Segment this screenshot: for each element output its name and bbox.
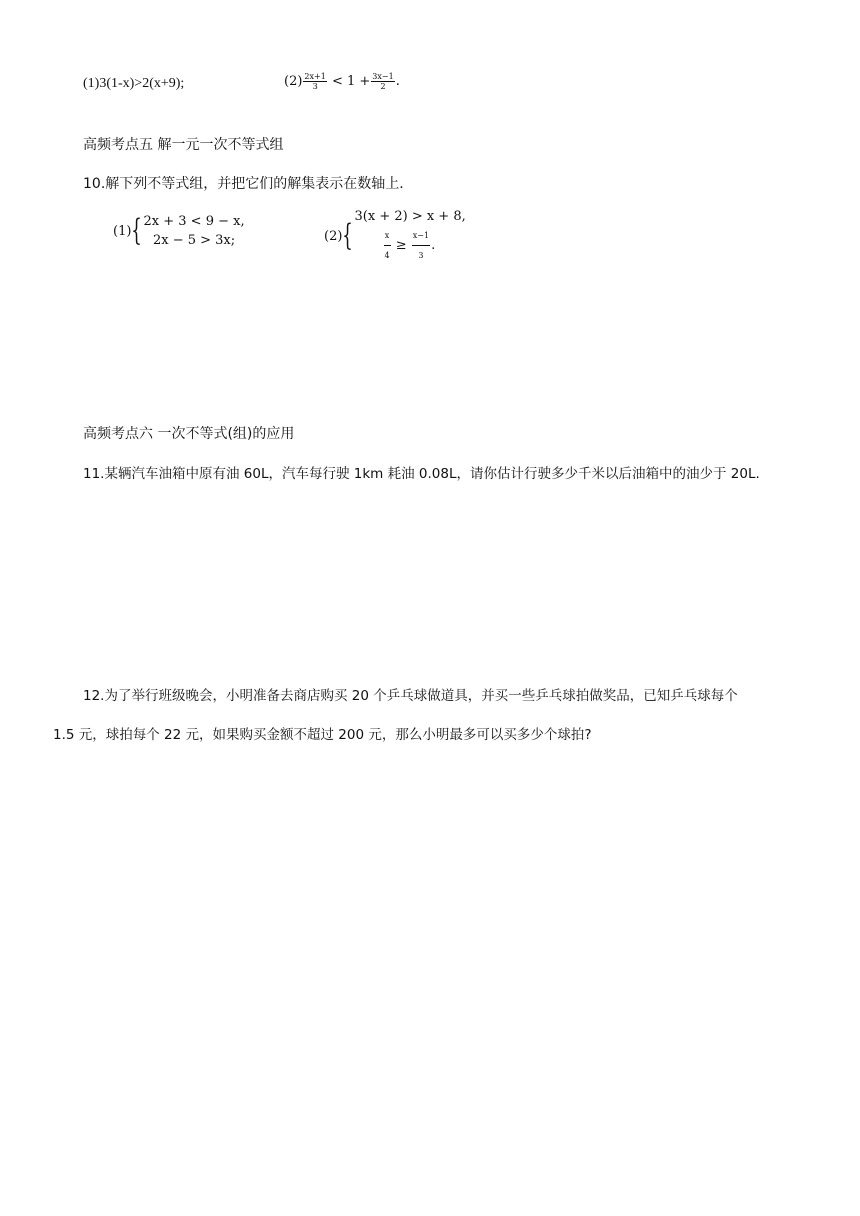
- problem10-part1: [113, 212, 245, 250]
- problem9-part2: [284, 72, 400, 91]
- section5-title: 高频考点五 解一元一次不等式组: [83, 137, 284, 153]
- problem12-line2: 1.5 元，球拍每个 22 元，如果购买金额不超过 200 元，那么小明最多可以买多少个球拍?: [53, 727, 592, 743]
- system-line-2: 2x − 5 > 3x;: [152, 233, 236, 248]
- problem9-fraction-2: [371, 72, 394, 91]
- fraction-denominator: 4: [384, 251, 390, 260]
- problem9-part2-end: .: [395, 74, 400, 89]
- inequality-system: [355, 207, 466, 265]
- fraction-denominator: 3: [418, 251, 424, 260]
- left-brace: {: [131, 213, 143, 248]
- problem9-part1: (1)3(1-x)>2(x+9);: [83, 76, 185, 91]
- fraction: [412, 226, 430, 265]
- system-line-2: [355, 226, 466, 265]
- system-line-1: 2x + 3 < 9 − x,: [143, 214, 245, 229]
- left-brace: {: [342, 218, 354, 253]
- problem10-part1-prefix: (1): [113, 223, 132, 239]
- fraction: [384, 226, 391, 265]
- problem9-part2-prefix: (2): [284, 74, 303, 89]
- fraction-denominator: 2: [380, 82, 386, 91]
- operator: ≥: [395, 238, 407, 253]
- inequality-system: [144, 212, 245, 250]
- problem10-part2: [324, 207, 466, 265]
- problem9-fraction-1: [303, 72, 326, 91]
- problem10-part2-prefix: (2): [324, 228, 343, 244]
- fraction-numerator: x−1: [412, 226, 430, 246]
- problem9-part2-operator: < 1 +: [331, 74, 371, 89]
- fraction-numerator: x: [384, 226, 391, 246]
- fraction-denominator: 3: [312, 82, 318, 91]
- problem11-text: 11.某辆汽车油箱中原有油 60L，汽车每行驶 1km 耗油 0.08L，请你估计行驶多少千米以后油箱中的油少于 20L.: [83, 466, 760, 482]
- problem10-stem: 10.解下列不等式组，并把它们的解集表示在数轴上.: [83, 176, 404, 192]
- fraction-numerator: 3x−1: [372, 72, 394, 81]
- section6-title: 高频考点六 一次不等式(组)的应用: [83, 426, 295, 442]
- fraction-numerator: 2x+1: [304, 72, 326, 81]
- system-line-1: 3(x + 2) > x + 8,: [354, 209, 466, 224]
- line-end: .: [431, 238, 436, 253]
- problem12-line1: 12.为了举行班级晚会，小明准备去商店购买 20 个乒乓球做道具，并买一些乒乓球拍做奖品，已知乒乓球每个: [83, 688, 738, 704]
